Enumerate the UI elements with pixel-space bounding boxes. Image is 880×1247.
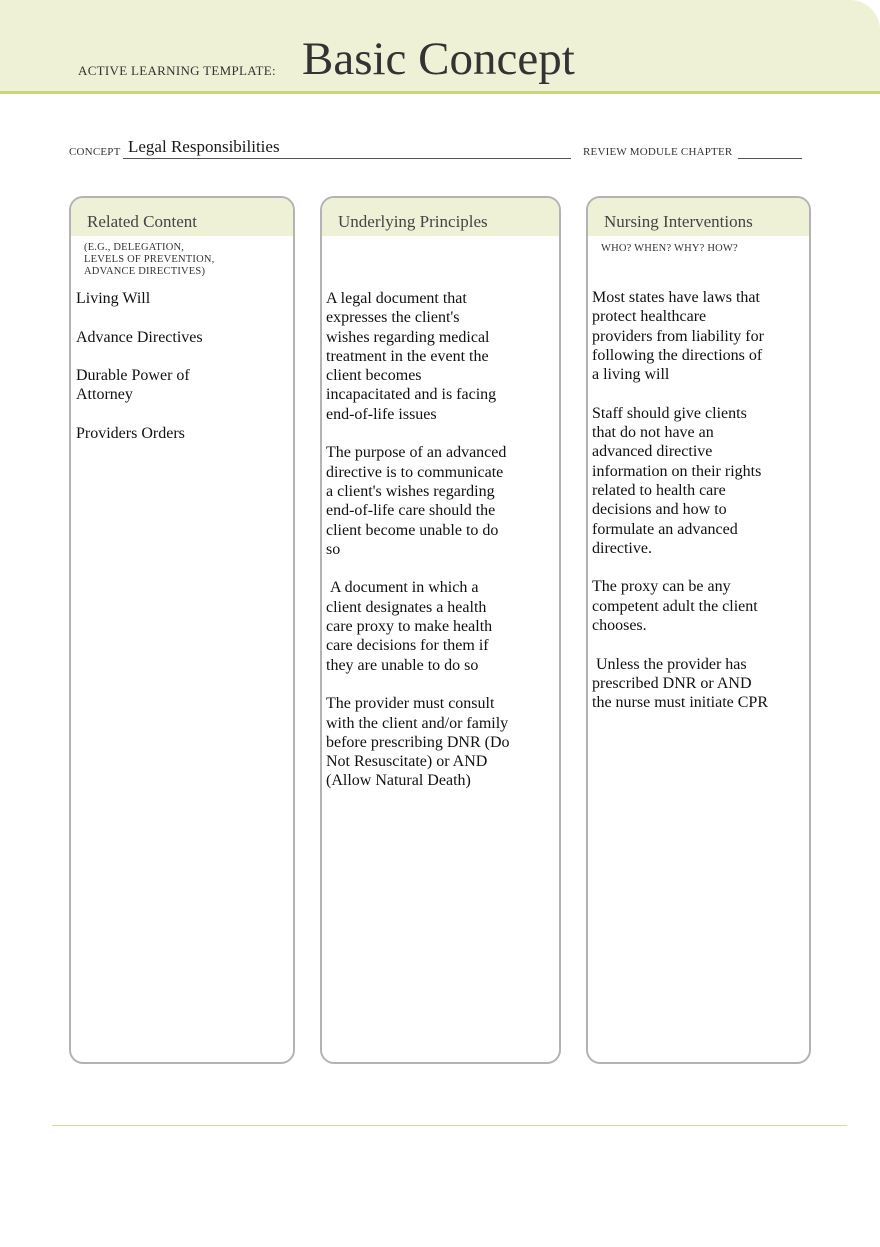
concept-row — [69, 136, 819, 160]
underlying-principles-column — [320, 196, 561, 1064]
hint-line: LEVELS OF PREVENTION, — [84, 254, 215, 265]
principle-paragraph: A document in which a client designates a health care proxy to make health care decisions for them if they are unable to do so — [326, 579, 493, 674]
nursing-interventions-hint: WHO? WHEN? WHY? HOW? — [601, 243, 738, 254]
related-item: Living Will — [76, 290, 151, 307]
hint-line: ADVANCE DIRECTIVES) — [84, 266, 206, 277]
nursing-interventions-title: Nursing Interventions — [588, 198, 809, 236]
underlying-principles-title: Underlying Principles — [322, 198, 559, 236]
related-content-body — [71, 280, 293, 443]
review-module-chapter-underline — [738, 158, 802, 159]
hint-line: (E.G., DELEGATION, — [84, 242, 185, 253]
concept-value: Legal Responsibilities — [128, 137, 280, 156]
review-module-chapter-label: REVIEW MODULE CHAPTER — [583, 146, 733, 158]
related-item: Providers Orders — [76, 425, 185, 443]
related-item: Advance Directives — [76, 328, 203, 346]
related-content-title: Related Content — [71, 198, 293, 236]
related-item: Durable Power of Attorney — [76, 367, 190, 404]
related-content-hint — [71, 236, 293, 280]
principle-paragraph: The purpose of an advanced directive is to communicate a client's wishes regarding end-of-life care should the client become unable to do so — [326, 444, 507, 558]
principle-paragraph: A legal document that expresses the client's wishes regarding medical treatment in the event the client becomes incapacitated and is facing end-of-life issues — [326, 290, 497, 423]
intervention-paragraph: Staff should give clients that do not have an advanced directive information on their rights related to health care decisions and how to formulate an advanced directive. — [592, 404, 762, 557]
principle-paragraph: The provider must consult with the client and/or family before prescribing DNR (Do Not Resuscitate) or AND (Allow Natural Death) — [326, 695, 510, 790]
underlying-principles-body — [322, 236, 531, 791]
related-content-column — [69, 196, 295, 1064]
footer-divider — [52, 1125, 847, 1126]
intervention-paragraph: The proxy can be any competent adult the client chooses. — [592, 578, 758, 635]
nursing-interventions-column — [586, 196, 811, 1064]
concept-label: CONCEPT — [69, 146, 121, 158]
concept-underline — [123, 158, 571, 159]
nursing-interventions-body — [588, 288, 797, 713]
intervention-paragraph: Unless the provider has prescribed DNR or AND the nurse must initiate CPR — [592, 655, 768, 712]
template-title: Basic Concept — [302, 33, 575, 85]
intervention-paragraph: Most states have laws that protect healthcare providers from liability for following the directions of a living will — [592, 289, 764, 384]
template-label: ACTIVE LEARNING TEMPLATE: — [78, 63, 276, 78]
